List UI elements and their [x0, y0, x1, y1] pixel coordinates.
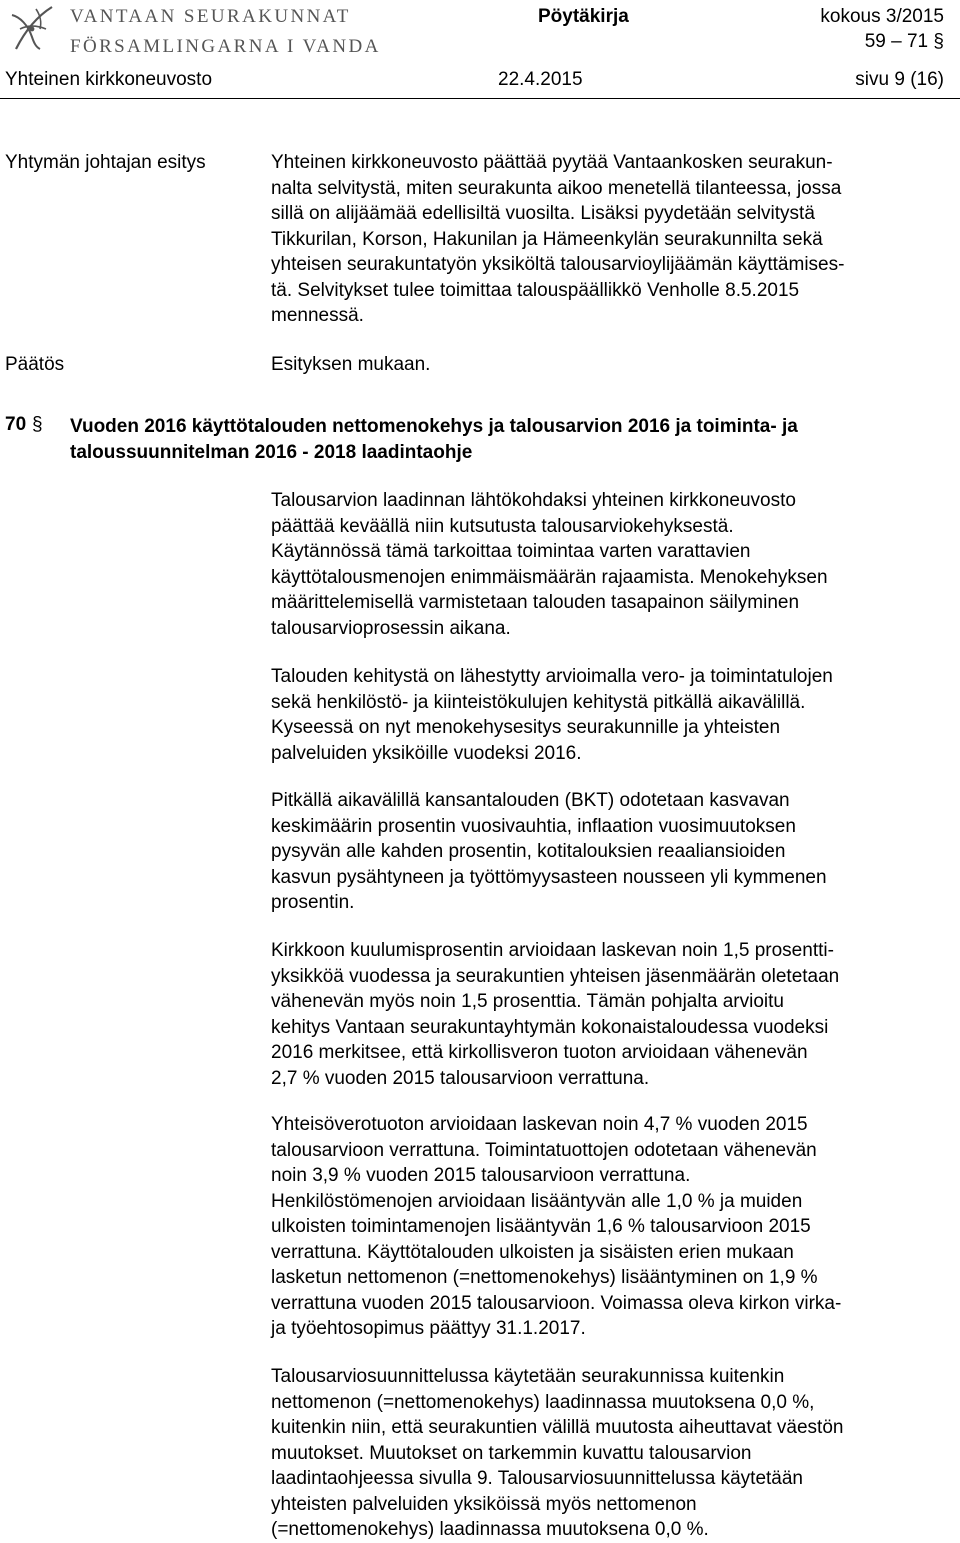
meeting-number: kokous 3/2015	[820, 6, 944, 27]
meeting-date: 22.4.2015	[498, 69, 583, 90]
section-body	[271, 1364, 951, 1543]
page-number: sivu 9 (16)	[855, 69, 944, 90]
body-paragraph: Talousarviosuunnittelussa käytetään seurakunnissa kuitenkin nettomenon (=nettomenokehys) laadinnassa muutoksena 0,0 %, kuitenkin niin, että seurakuntien välillä muutosta aiheuttavat väestön muutokset. Muutokset on tarkemmin kuvattu talousarvion laadintaohjeessa sivulla 9. Talousarviosuunnittelussa käytetään yhteisten palveluiden yksiköissä myös nettomenon (=nettomenokehys) laadinnassa muutoksena 0,0 %.	[271, 1366, 844, 1540]
organization-name: VANTAAN SEURAKUNNAT	[70, 6, 351, 27]
section-title: Vuoden 2016 käyttötalouden nettomenokehys ja talousarvion 2016 ja toiminta- ja taloussuunnitelman 2016 - 2018 laadintaohje	[70, 416, 798, 463]
proposal-paragraph: Yhteinen kirkkoneuvosto päättää pyytää Vantaankosken seurakun- nalta selvitystä, miten seurakunta aikoo menetellä tilanteessa, jossa sillä on alijäämää edellisiltä vuosilta. Lisäksi pyydetään selvitystä Tikkurilan, Korson, Hakunilan ja Hämeenkylän seurakunnilta sekä yhteisen seurakuntatyön yksiköltä talousarvioylijäämän käyttämises- tä. Selvitykset tulee toimittaa talouspäällikkö Venholle 8.5.2015 mennessä.	[271, 152, 845, 326]
proposal-text	[271, 150, 951, 329]
decision-paragraph: Esityksen mukaan.	[271, 354, 431, 375]
body-paragraph: Talouden kehitystä on lähestytty arvioimalla vero- ja toimintatulojen sekä henkilöstö- ja kiinteistökulujen kehitystä pitkällä aikavälillä. Kyseessä on nyt menokehysesitys seurakunnille ja yhteisten palveluiden yksiköille vuodeksi 2016.	[271, 666, 833, 764]
section-body	[271, 938, 951, 1091]
section-sign-icon: §	[933, 31, 944, 52]
section-body	[271, 788, 951, 916]
paragraph-range	[865, 31, 944, 53]
header-divider	[0, 98, 960, 99]
proposal-label: Yhtymän johtajan esitys	[5, 152, 206, 173]
section-body	[271, 488, 951, 641]
paragraph-range-text: 59 – 71	[864, 31, 929, 52]
decision-label: Päätös	[5, 354, 65, 375]
section-number: 70	[5, 414, 27, 435]
section-body	[271, 1112, 951, 1342]
body-paragraph: Yhteisöverotuoton arvioidaan laskevan noin 4,7 % vuoden 2015 talousarvioon verrattuna. Toimintatuottojen odotetaan vähenevän noin 3,9 % vuoden 2015 talousarvioon verrattuna. Henkilöstömenojen arvioidaan lisääntyvän alle 1,0 % ja muiden ulkoisten toimintamenojen lisääntyvän 1,6 % talousarvioon 2015 verrattuna. Käyttötalouden ulkoisten ja sisäisten erien mukaan lasketun nettomenon (=nettomenokehys) lisääntyminen on 1,9 % verrattuna vuoden 2015 talousarvioon. Voimassa oleva kirkon virka- ja työehtosopimus päättyy 31.1.2017.	[271, 1114, 842, 1339]
decision-text	[271, 352, 951, 378]
body-paragraph: Talousarvion laadinnan lähtökohdaksi yhteinen kirkkoneuvosto päättää keväällä niin kutsutusta talousarviokehyksestä. Käytännössä tämä tarkoittaa toimintaa varten varattavien käyttötalousmenojen enimmäismäärän rajaamista. Menokehyksen määrittelemisellä varmistetaan talouden tasapainon säilyminen talousarvioprosessin aikana.	[271, 490, 828, 639]
ornamental-monogram-logo	[6, 3, 58, 55]
organization-name-swedish: FÖRSAMLINGARNA I VANDA	[70, 36, 381, 57]
document-type: Pöytäkirja	[538, 6, 629, 27]
body-name: Yhteinen kirkkoneuvosto	[5, 69, 213, 90]
section-sign-icon: §	[32, 414, 43, 435]
body-paragraph: Kirkkoon kuulumisprosentin arvioidaan laskevan noin 1,5 prosentti- yksikköä vuodessa ja seurakuntien yhteisen jäsenmäärän oletetaan vähenevän myös noin 1,5 prosenttia. Tämän pohjalta arvioitu kehitys Vantaan seurakuntayhtymän kokonaistaloudessa vuodeksi 2016 merkitsee, että kirkollisveron tuoton arvioidaan vähenevän 2,7 % vuoden 2015 talousarvioon verrattuna.	[271, 940, 840, 1089]
section-body	[271, 664, 951, 766]
body-paragraph: Pitkällä aikavälillä kansantalouden (BKT) odotetaan kasvavan keskimäärin prosentin vuosivauhtia, inflaation vuosimuutoksen pysyvän alle kahden prosentin, kotitalouksien reaaliansioiden kasvun pysähtyneen ja työttömyysasteen nousseen yli kymmenen prosentin.	[271, 790, 827, 913]
